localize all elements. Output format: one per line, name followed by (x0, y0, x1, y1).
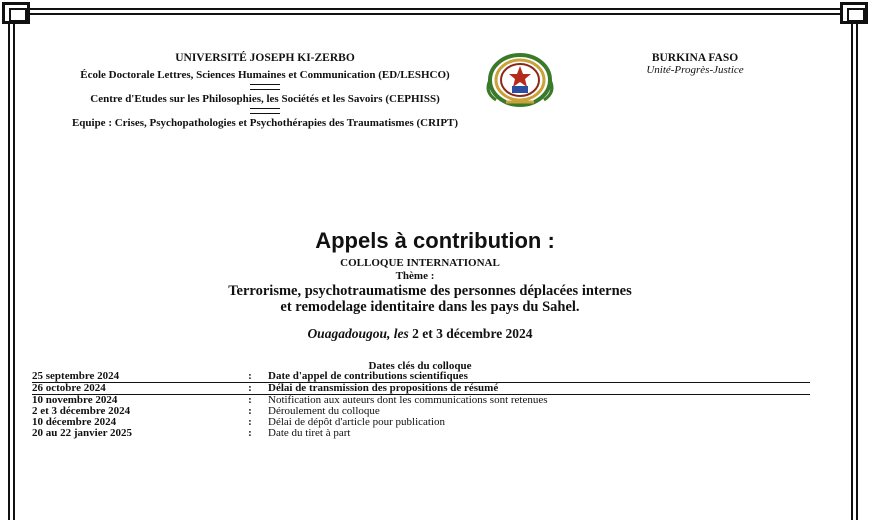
date-cell: 10 décembre 2024 (32, 416, 117, 428)
separator (250, 84, 280, 90)
theme-label: Thème : (395, 270, 435, 282)
theme-line-2: et remodelage identitaire dans les pays du Sahel. (280, 299, 580, 315)
table-row (32, 383, 810, 395)
page-title: Appels à contribution : (315, 228, 555, 253)
activity-cell: Date du tiret à part (268, 427, 351, 439)
key-dates-table (32, 371, 810, 439)
separator-cell: : (232, 383, 268, 395)
activity-cell: Délai de transmission des propositions de résumé (268, 383, 810, 395)
date-cell: 2 et 3 décembre 2024 (32, 405, 131, 417)
separator-cell: : (232, 371, 268, 383)
border-right (851, 8, 858, 520)
corner-ornament-left (2, 2, 30, 24)
activity-cell: Notification aux auteurs dont les communications sont retenues (268, 394, 548, 406)
border-top (8, 8, 858, 15)
separator-cell: : (248, 394, 252, 406)
separator-cell: : (248, 405, 252, 417)
corner-ornament-right (840, 2, 868, 24)
table-row (32, 428, 810, 439)
research-team: Equipe : Crises, Psychopathologies et Psychothérapies des Traumatismes (CRIPT) (71, 117, 459, 129)
separator-cell: : (248, 427, 252, 439)
country-name: BURKINA FASO (651, 52, 739, 64)
doctoral-school: École Doctorale Lettres, Sciences Humaines et Communication (ED/LESHCO) (80, 69, 450, 81)
event-location: Ouagadougou, les (307, 326, 409, 341)
table-row (32, 417, 810, 428)
research-center: Centre d'Etudes sur les Philosophies, les Sociétés et les Savoirs (CEPHISS) (90, 93, 440, 105)
date-cell: 20 au 22 janvier 2025 (32, 427, 133, 439)
event-dates: 2 et 3 décembre 2024 (412, 326, 533, 341)
date-cell: 10 novembre 2024 (32, 394, 118, 406)
coat-of-arms-icon (476, 52, 564, 108)
activity-cell: Déroulement du colloque (268, 405, 380, 417)
separator (250, 108, 280, 114)
theme-line-1: Terrorisme, psychotraumatisme des personnes déplacées internes (228, 283, 632, 299)
country-motto: Unité-Progrès-Justice (646, 64, 744, 76)
key-dates-title: Dates clés du colloque (368, 360, 472, 372)
theme-text (40, 283, 820, 315)
university-name: UNIVERSITÉ JOSEPH KI-ZERBO (175, 52, 355, 64)
activity-cell: Délai de dépôt d'article pour publication (268, 416, 446, 428)
date-cell: 25 septembre 2024 (32, 371, 232, 383)
event-type: COLLOQUE INTERNATIONAL (340, 257, 500, 269)
institution-header (55, 52, 475, 129)
separator-cell: : (248, 416, 252, 428)
activity-cell: Date d'appel de contributions scientifiques (268, 371, 810, 383)
table-row (32, 371, 810, 383)
event-location-date (0, 326, 840, 342)
date-cell: 26 octobre 2024 (32, 383, 232, 395)
country-header (600, 52, 790, 76)
table-row (32, 395, 810, 407)
